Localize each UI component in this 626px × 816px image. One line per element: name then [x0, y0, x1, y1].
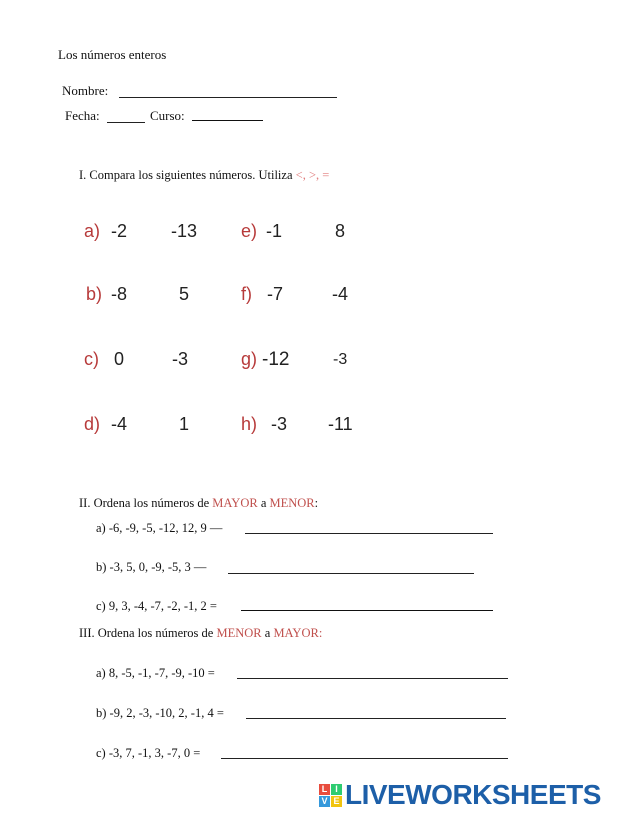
order-desc-answer-line-c[interactable] — [241, 610, 493, 611]
course-field-line[interactable] — [192, 120, 263, 121]
order-desc-item-b — [96, 560, 206, 575]
name-field-line[interactable] — [119, 97, 337, 98]
section1-title-text: I. Compara los siguientes números. Utiliza — [79, 168, 293, 182]
order-asc-item-c-label: c) — [96, 746, 106, 760]
compare-item-g-right: -3 — [333, 351, 348, 368]
compare-item-f-right: -4 — [332, 284, 349, 304]
date-label: Fecha: — [65, 108, 100, 123]
compare-item-c-left: 0 — [114, 349, 125, 369]
section2-connector: a — [260, 496, 267, 510]
compare-item-d-left: -4 — [111, 414, 128, 434]
compare-item-f-label: f) — [241, 284, 252, 304]
order-asc-item-b — [96, 706, 224, 721]
logo-letter-i: I — [331, 784, 342, 795]
compare-item-d-right: 1 — [179, 414, 190, 434]
logo-letter-v: V — [319, 796, 330, 807]
liveworksheets-logo-text: LIVEWORKSHEETS — [345, 779, 601, 810]
compare-item-a-right: -13 — [171, 221, 198, 241]
compare-item-g-label: g) — [241, 349, 258, 369]
order-desc-item-c — [96, 599, 217, 614]
compare-item-f-left: -7 — [267, 284, 284, 304]
order-desc-item-a — [96, 521, 222, 536]
order-desc-answer-line-a[interactable] — [245, 533, 493, 534]
course-label: Curso: — [150, 108, 185, 123]
section3-word-mayor: MAYOR: — [273, 626, 323, 640]
compare-item-g-left: -12 — [262, 349, 290, 370]
order-desc-item-b-label: b) — [96, 560, 107, 574]
compare-item-e-left: -1 — [266, 221, 283, 241]
compare-item-c-right: -3 — [172, 349, 189, 369]
order-asc-item-a-label: a) — [96, 666, 106, 680]
section2-word-menor: MENOR — [269, 496, 315, 510]
compare-item-d-label: d) — [84, 414, 101, 434]
compare-item-e-label: e) — [241, 221, 258, 241]
section1-title — [79, 168, 329, 183]
order-desc-answer-line-b[interactable] — [228, 573, 474, 574]
order-desc-item-a-text: -6, -9, -5, -12, 12, 9 — — [108, 521, 223, 535]
order-asc-answer-line-c[interactable] — [221, 758, 508, 759]
order-asc-answer-line-b[interactable] — [246, 718, 506, 719]
order-asc-item-a-text: 8, -5, -1, -7, -9, -10 = — [108, 666, 215, 680]
order-asc-item-c — [96, 746, 200, 761]
order-asc-item-b-text: -9, 2, -3, -10, 2, -1, 4 = — [109, 706, 224, 720]
date-field-line[interactable] — [107, 122, 145, 123]
order-desc-item-c-label: c) — [96, 599, 106, 613]
order-asc-item-b-label: b) — [96, 706, 107, 720]
compare-item-h-right: -11 — [328, 414, 353, 434]
compare-item-b-left: -8 — [111, 284, 128, 304]
compare-item-e-right: 8 — [335, 221, 346, 241]
section3-connector: a — [264, 626, 271, 640]
section2-suffix: : — [314, 496, 319, 510]
section1-symbols: <, >, = — [295, 168, 330, 182]
logo-letter-l: L — [319, 784, 330, 795]
worksheet-title: Los números enteros — [58, 47, 167, 62]
logo-letter-e: E — [331, 796, 342, 807]
compare-item-a-label: a) — [84, 221, 101, 241]
order-asc-item-c-text: -3, 7, -1, 3, -7, 0 = — [108, 746, 201, 760]
compare-item-b-right: 5 — [179, 284, 190, 304]
section3-word-menor: MENOR — [216, 626, 262, 640]
compare-item-h-label: h) — [241, 414, 258, 434]
compare-item-a-left: -2 — [111, 221, 128, 241]
order-asc-item-a — [96, 666, 215, 681]
compare-item-c-label: c) — [84, 349, 99, 369]
order-desc-item-a-label: a) — [96, 521, 106, 535]
order-asc-answer-line-a[interactable] — [237, 678, 508, 679]
compare-item-h-left: -3 — [271, 414, 288, 434]
name-label: Nombre: — [62, 83, 109, 98]
order-desc-item-b-text: -3, 5, 0, -9, -5, 3 — — [109, 560, 207, 574]
section2-title — [79, 496, 318, 511]
liveworksheets-logo-icon — [319, 784, 342, 807]
order-desc-item-c-text: 9, 3, -4, -7, -2, -1, 2 = — [108, 599, 217, 613]
section2-word-mayor: MAYOR — [212, 496, 258, 510]
section3-title-text: III. Ordena los números de — [79, 626, 214, 640]
section2-title-text: II. Ordena los números de — [79, 496, 210, 510]
section3-title — [79, 626, 322, 641]
liveworksheets-logo — [319, 779, 601, 811]
compare-item-b-label: b) — [86, 284, 103, 304]
